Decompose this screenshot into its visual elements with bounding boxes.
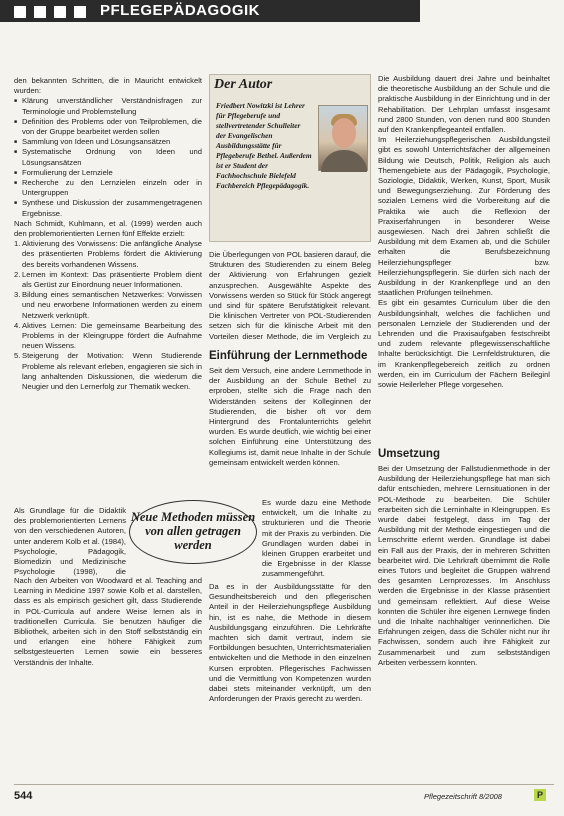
list-item: [14, 270, 202, 290]
author-photo: [318, 105, 368, 171]
header-square-icon: [54, 6, 66, 18]
list-item: ■ Systematische Ordnung von Ideen und Lösungsansätzen: [14, 147, 202, 167]
paragraph: Als Grundlage für die Didaktik des problemorientierten Lernens von den verschiedenen Autoren, unter anderem Kolb et al. (1984), Psychologie, Pädagogik, Biomedizin und Medizinische Psychologie (1998), die: [14, 506, 126, 576]
photo-face: [332, 118, 356, 148]
list-number: 4.: [14, 320, 21, 330]
section-heading: Einführung der Lernmethode: [209, 350, 368, 362]
list-number: 1.: [14, 239, 21, 249]
text-column-3: [378, 74, 550, 446]
section-title: PFLEGEPÄDAGOGIK: [100, 2, 261, 19]
paragraph: Im Heilerziehungspflegerischen Ausbildungsteil gibt es sowohl Unterrichtsfächer der allgemeinen Bildung wie Deutsch, Politik, Religion als auch Themengebiete aus der Pädagogik, Psychologie, Soziologie, Didaktik, Werken, Kunst, Sport, Musik und Bewegungserziehung. Zur Förderung des sozialen Lernens wird die Vorbereitung auf die Praktika wie auch die Reflexion der Praxiserfahrungen in besonderer Weise ausgewiesen. Nach drei Jahren schließt die Ausbildung mit dem Examen ab, und die Schüler erhalten die Berufsbezeichnung Heilerziehungspfleger bzw. Heilerziehungspflegerin. Sie dürfen sich nach der Ausbildung in der Krankenpflege und an den staatlichen Prüfungen teilnehmen.: [378, 135, 550, 298]
text-column-2-mid: [209, 366, 371, 496]
text-column-1-wrap: [14, 506, 126, 576]
numbered-list: [14, 239, 202, 392]
paragraph: Nach den Arbeiten von Woodward et al. Teaching and Learning in Medicine 1997 sowie Kolb et al. darstellen, dass es als empirisch gesichert gilt, dass Studierende in POL-Curricula auf andere Weise lernen als in traditionellen Curricula. Sie benutzen häufiger die Bibliothek, arbeiten sich in den Stoff selbstständig ein und erlangen eine höhere Fähigkeit zum selbstgesteuerten Lernen sowie ein besseres Verständnis der Inhalte.: [14, 576, 202, 667]
author-box: [209, 74, 371, 242]
bullet-list: [14, 96, 202, 218]
header-square-icon: [34, 6, 46, 18]
list-item: ■ Sammlung von Ideen und Lösungsansätzen: [14, 137, 202, 147]
list-item: [14, 351, 202, 392]
pull-quote-text: Neue Methoden müssen von allen getragen werden: [130, 510, 256, 552]
list-item: ■ Klärung unverständlicher Verständnisfragen zur Terminologie und Problemstellung: [14, 96, 202, 116]
author-box-title: Der Autor: [214, 77, 273, 92]
page-number: 544: [14, 790, 33, 802]
paragraph: Nach Schmidt, Kuhlmann, et al. (1999) werden auch den problemorientierten Lernen fünf Effekte erzielt:: [14, 218, 202, 239]
list-text: Aktives Lernen: Die gemeinsame Bearbeitung des Problems in der Kleingruppe fördert die Aufnahme neuen Wissens.: [22, 320, 202, 351]
photo-shoulders: [321, 150, 367, 172]
footer-rule: [14, 784, 554, 785]
list-item: [14, 239, 202, 270]
list-item: [14, 290, 202, 321]
list-item: ■ Synthese und Diskussion der zusammengetragenen Ergebnisse.: [14, 198, 202, 218]
paragraph: Es gibt ein gesamtes Curriculum über die den Ausbildungsinhalt, welches die fachlichen und personalen Lernziele der Studierenden und der Lehrenden und die Praxisaufgaben festschreibt und zudem relevante pflegewissenschaftliche Inhalte berücksichtigt. Die Lernfeldstrukturen, die im Krankenpflegebereich zeitlich zu ordnen werden, ein im Curriculum der Fächern Beileginl sowie Heilerleher Pflege vorgesehen.: [378, 298, 550, 390]
text-column-2-top: [209, 250, 371, 342]
paragraph: Es wurde dazu eine Methode entwickelt, um die Inhalte zu strukturieren und die Theorie mit der Praxis zu verbinden. Die Grundlagen wurden dabei in kleinen Gruppen erarbeitet und die Ergebnisse in der Klasse zusammengeführt.: [262, 498, 371, 579]
paragraph: Seit dem Versuch, eine andere Lernmethode in der Ausbildung an der Schule Bethel zu erproben, stellte sich die Frage nach den Widerständen seitens der Kolleginnen der Studierenden, die bisher oft vor dem Hintergrund des Frontalunterrichts gelehrt wurden. Es wurde deutlich, wie wichtig bei einer solchen Einführung eine Unterstützung des Kollegiums ist, damit neue Inhalte in der Schule gemeinsam entwickelt werden können.: [209, 366, 371, 467]
list-item: ■ Definition des Problems oder von Teilproblemen, die von der Gruppe bearbeitet werden sollen: [14, 117, 202, 137]
list-text: Steigerung der Motivation: Wenn Studierende Probleme als relevant erleben, engagieren sie sich in lang anhaltenden Diskussionen, die wiederum die Neugier und den Lernerfolg zur Thematik wecken.: [22, 351, 202, 392]
list-item: ■ Formulierung der Lernziele: [14, 168, 202, 178]
list-item: ■ Recherche zu den Lernzielen einzeln oder in Untergruppen: [14, 178, 202, 198]
list-text: Bildung eines semantischen Netzwerkes: Vorwissen und neu erworbene Informationen werden zu einem Netzwerk verknüpft.: [22, 290, 202, 320]
list-item: [14, 321, 202, 352]
list-number: 2.: [14, 269, 21, 279]
header-square-icon: [74, 6, 86, 18]
paragraph: Die Ausbildung dauert drei Jahre und beinhaltet die theoretische Ausbildung an der Schule und die praktische Ausbildung in der Einrichtung und in der Rehabilitation. Der Lehrplan umfasst insgesamt rund 2800 Stunden, von denen rund 800 Stunden auf den Krankenpflegeanteil entfallen.: [378, 74, 550, 135]
author-bio: Friedbert Nowitzki ist Lehrer für Pflegeberufe und stellvertretender Schulleiter der Evangelischen Ausbildungsstätte für Pflegeberufe Bethel. Außerdem ist er Student der Fachhochschule Bielefeld Fachbereich Pflegepädagogik.: [216, 101, 312, 190]
pull-quote: [129, 500, 257, 564]
header-square-icon: [14, 6, 26, 18]
paragraph: Die Überlegungen von POL basieren darauf, die Strukturen des Studierenden zu einem Beleg der Aktivierung von Erfahrungen gezielt anzusprechen. Ausgewählte Aspekte des Vorwissens werden so Stück für Stück angeregt und sind für spätere Berufstätigkeit relevant. Die klinischen Vertreter von POL-Studierenden setzen sich für die klinische Arbeit mit den Vorteilen dieser Methode, die im Vergleich zu: [209, 250, 371, 341]
list-text: Aktivierung des Vorwissens: Die anfängliche Analyse des präsentierten Problems fördert die Aktivierung des bereits vorhandenen Wissens.: [22, 239, 202, 269]
text-column-3-lower: [378, 464, 550, 780]
paragraph: Da es in der Ausbildungsstätte für den Gesundheitsbereich und den pflegerischen Anteil in der Heilerziehungspflege Ausbildung hin, ist es nahe, die Methode in diesem Ausbildungsgang einzuführen. Die Lehrkräfte machten sich damit vertraut, indem sie Fortbildungen besuchten, Unterrichtsmaterialien entwickelten und die Methode in den einzelnen Kursen erprobten. Pflegerisches Fachwissen und die Vermittlung von Kompetenzen wurden dabei stets miteinander verknüpft, um den Anforderungen der Praxis gerecht zu werden.: [209, 582, 371, 704]
list-number: 5.: [14, 351, 21, 361]
paragraph: Bei der Umsetzung der Fallstudienmethode in der Ausbildung der Heilerziehungspflege hat man sich dafür entschieden, mehrere Lernsituationen in der POL-Methode zu bearbeiten. Die Schüler erarbeiten sich die Lerninhalte in Kleingruppen. Es wurde dabei festgelegt, dass im Tag der Ausbildung mit der Methode eingestiegen und die Lernschritte erlernt werden. Grundlage ist dabei ein Fall aus der Praxis, der in mehreren Schritten bearbeitet wird. Die Lehrkraft übernimmt die Rolle eines Tutors und begleitet die Gruppen während des gesamten Lernprozesses. Im Anschluss werden die Ergebnisse in der Klasse präsentiert und gemeinsam reflektiert. Auf diese Weise konnten die Schüler ihre eigenen Lernwege finden und die Inhalte nachhaltiger verinnerlichen. Die Erfahrungen zeigen, dass die Schüler nicht nur ihr Fachwissen, sondern auch ihre Fähigkeit zur Zusammenarbeit und zum selbstständigen Arbeiten verbessern konnten.: [378, 464, 550, 667]
journal-logo-icon: P: [534, 789, 546, 801]
text-column-2-lower: [209, 582, 371, 780]
list-text: Lernen im Kontext: Das präsentierte Problem dient als Gerüst zur Einordnung neuer Informationen.: [22, 269, 202, 290]
section-header-bar: [0, 0, 420, 22]
journal-issue: Pflegezeitschrift 8/2008: [424, 792, 502, 801]
text-column-2-wrap: [262, 498, 371, 580]
paragraph: den bekannten Schritten, die in Mauricht entwickelt wurden:: [14, 76, 202, 96]
text-column-1: [14, 76, 202, 506]
section-heading: Umsetzung: [378, 448, 440, 460]
text-column-1-lower: [14, 576, 202, 780]
list-number: 3.: [14, 290, 21, 300]
